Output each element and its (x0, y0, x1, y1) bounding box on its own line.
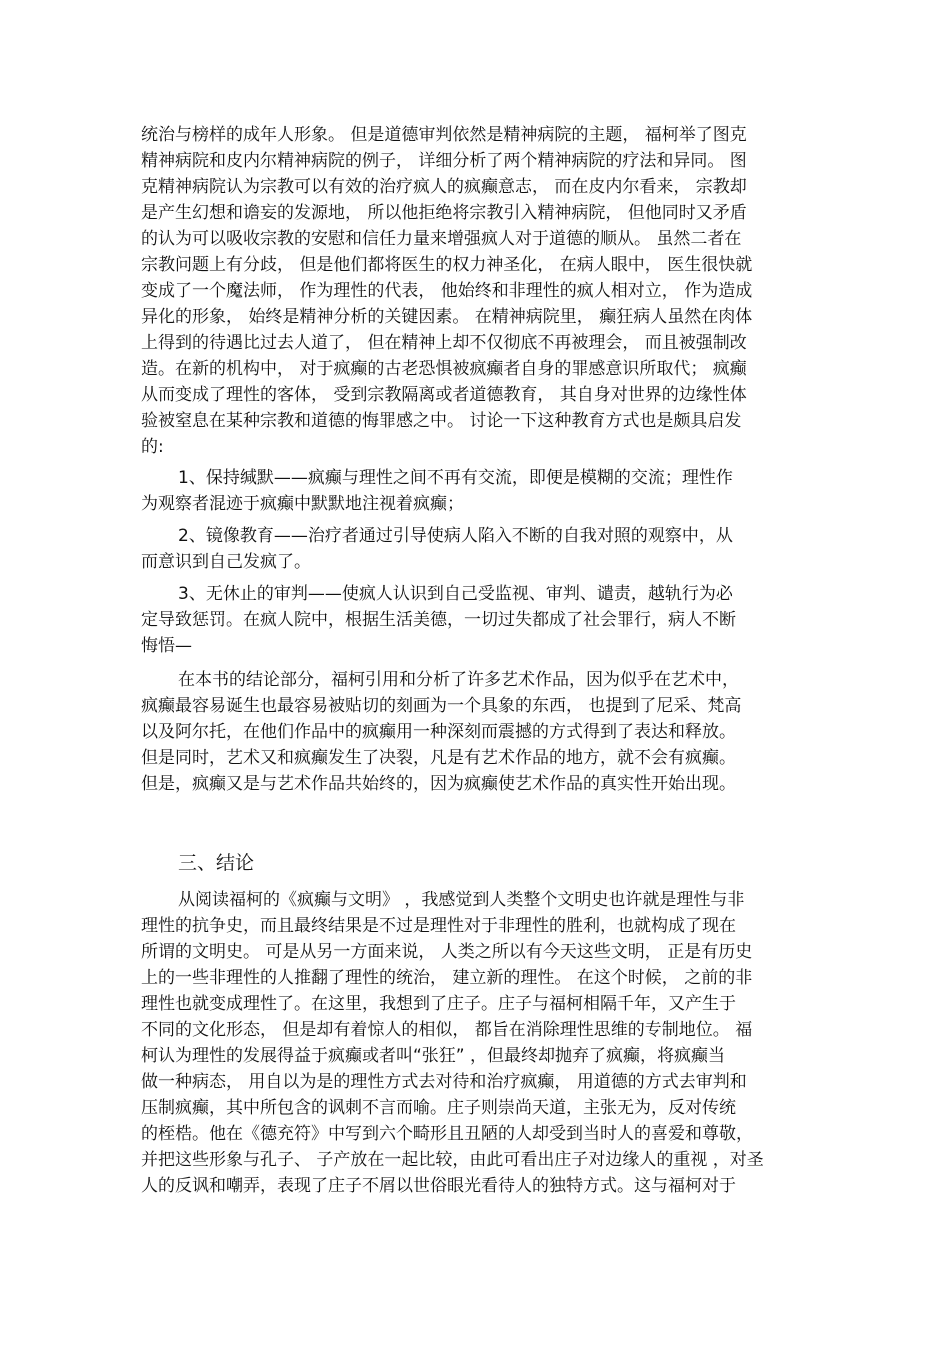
body-line: 3、无休止的审判——使疯人认识到自己受监视、审判、谴责，越轨行为必 (178, 584, 733, 604)
body-line: 疯癫最容易诞生也最容易被贴切的刻画为一个具象的东西， 也提到了尼采、梵高 (141, 696, 742, 716)
conclusion-line: 的桎梏。他在《德充符》中写到六个畸形且丑陋的人却受到当时人的喜爱和尊敬， (141, 1124, 753, 1144)
section-heading: 三、结论 (178, 852, 255, 874)
body-line: 宗教问题上有分歧， 但是他们都将医生的权力神圣化， 在病人眼中， 医生很快就 (141, 255, 753, 275)
body-line: 的: (141, 437, 164, 457)
body-line: 的认为可以吸收宗教的安慰和信任力量来增强疯人对于道德的顺从。 虽然二者在 (141, 229, 742, 249)
body-line: 定导致惩罚。在疯人院中，根据生活美德，一切过失都成了社会罪行，病人不断 (141, 610, 736, 630)
body-line: 验被窒息在某种宗教和道德的悔罪感之中。 讨论一下这种教育方式也是颇具启发 (141, 411, 742, 431)
body-line: 1、保持缄默——疯癫与理性之间不再有交流，即便是模糊的交流；理性作 (178, 468, 733, 488)
body-line: 2、镜像教育——治疗者通过引导使病人陷入不断的自我对照的观察中，从 (178, 526, 733, 546)
body-line: 以及阿尔托，在他们作品中的疯癫用一种深刻而震撼的方式得到了表达和释放。 (141, 722, 736, 742)
body-line: 异化的形象， 始终是精神分析的关键因素。 在精神病院里， 癫狂病人虽然在肉体 (141, 307, 753, 327)
body-line: 在本书的结论部分，福柯引用和分析了许多艺术作品，因为似乎在艺术中， (178, 670, 739, 690)
body-line: 为观察者混迹于疯癫中默默地注视着疯癫； (141, 494, 464, 514)
conclusion-line: 并把这些形象与孔子、 子产放在一起比较，由此可看出庄子对边缘人的重视 ，对圣 (141, 1150, 764, 1170)
conclusion-line: 不同的文化形态， 但是却有着惊人的相似， 都旨在消除理性思维的专制地位。 福 (141, 1020, 753, 1040)
body-line: 克精神病院认为宗教可以有效的治疗疯人的疯癫意志， 而在皮内尔看来， 宗教却 (141, 177, 747, 197)
conclusion-line: 理性也就变成理性了。在这里，我想到了庄子。庄子与福柯相隔千年，又产生于 (141, 994, 736, 1014)
body-line: 造。在新的机构中， 对于疯癫的古老恐惧被疯癫者自身的罪感意识所取代； 疯癫 (141, 359, 747, 379)
conclusion-line: 理性的抗争史，而且最终结果是不过是理性对于非理性的胜利，也就构成了现在 (141, 916, 736, 936)
body-line: 从而变成了理性的客体， 受到宗教隔离或者道德教育， 其自身对世界的边缘性体 (141, 385, 747, 405)
conclusion-line: 压制疯癫，其中所包含的讽刺不言而喻。庄子则崇尚天道，主张无为，反对传统 (141, 1098, 736, 1118)
conclusion-line: 上的一些非理性的人推翻了理性的统治， 建立新的理性。 在这个时候， 之前的非 (141, 968, 753, 988)
body-line: 统治与榜样的成年人形象。 但是道德审判依然是精神病院的主题， 福柯举了图克 (141, 125, 747, 145)
conclusion-line: 人的反讽和嘲弄，表现了庄子不屑以世俗眼光看待人的独特方式。这与福柯对于 (141, 1176, 736, 1196)
conclusion-line: 柯认为理性的发展得益于疯癫或者叫“张狂” ，但最终却抛弃了疯癫，将疯癫当 (141, 1046, 726, 1066)
body-line: 是产生幻想和谵妄的发源地， 所以他拒绝将宗教引入精神病院， 但他同时又矛盾 (141, 203, 747, 223)
body-line: 而意识到自己发疯了。 (141, 552, 311, 572)
body-line: 但是，疯癫又是与艺术作品共始终的，因为疯癫使艺术作品的真实性开始出现。 (141, 774, 736, 794)
body-line: 精神病院和皮内尔精神病院的例子， 详细分析了两个精神病院的疗法和异同。 图 (141, 151, 747, 171)
conclusion-line: 所谓的文明史。 可是从另一方面来说， 人类之所以有今天这些文明， 正是有历史 (141, 942, 753, 962)
body-line: 但是同时，艺术又和疯癫发生了决裂，凡是有艺术作品的地方，就不会有疯癫。 (141, 748, 736, 768)
body-line: 变成了一个魔法师， 作为理性的代表， 他始终和非理性的疯人相对立， 作为造成 (141, 281, 753, 301)
body-line: 上得到的待遇比过去人道了， 但在精神上却不仅彻底不再被理会， 而且被强制改 (141, 333, 747, 353)
conclusion-line: 从阅读福柯的《疯癫与文明》 ，我感觉到人类整个文明史也许就是理性与非 (178, 890, 745, 910)
conclusion-line: 做一种病态， 用自以为是的理性方式去对待和治疗疯癫， 用道德的方式去审判和 (141, 1072, 747, 1092)
body-line: 悔悟— (141, 636, 192, 656)
